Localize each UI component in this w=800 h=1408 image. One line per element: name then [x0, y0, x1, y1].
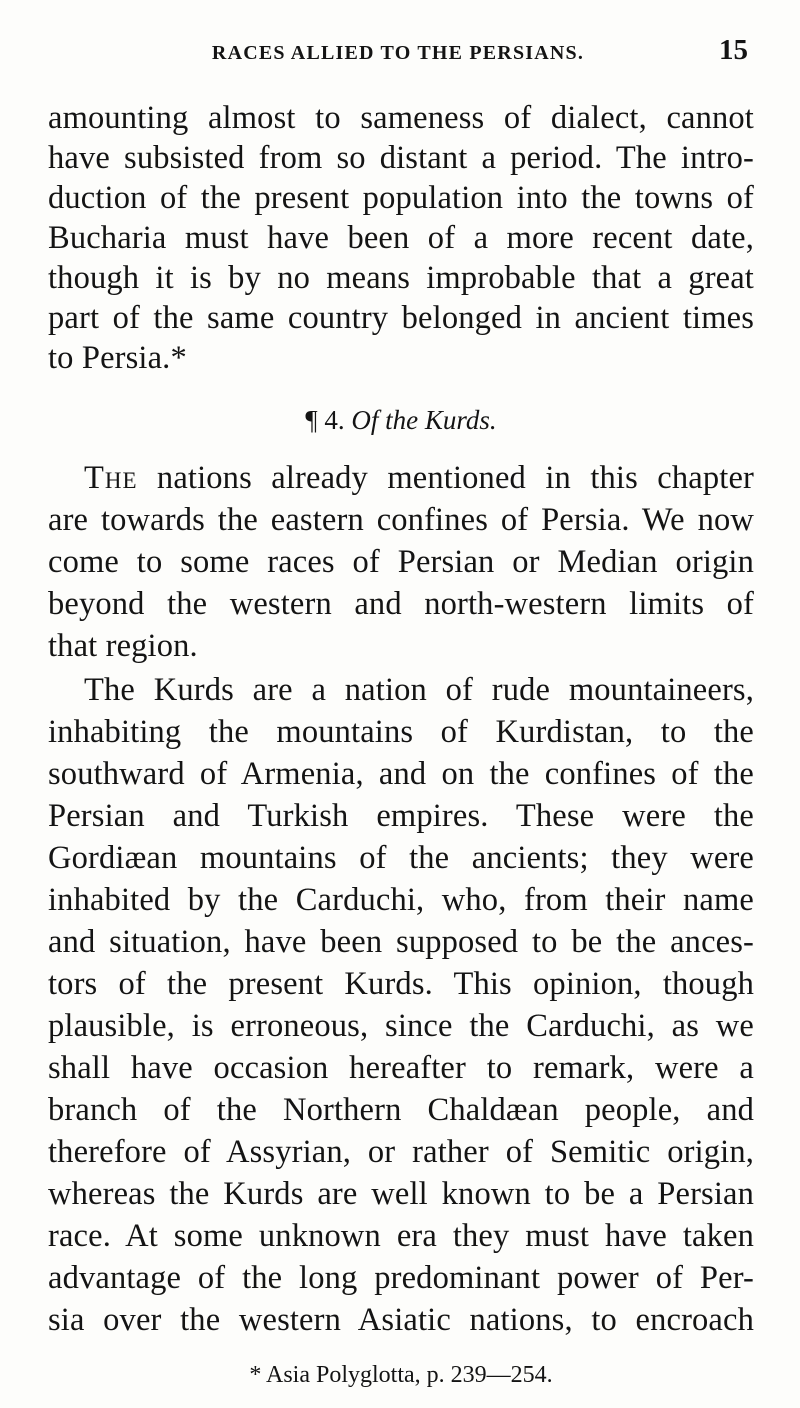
- section-heading: [48, 402, 754, 438]
- lead-word: The: [84, 460, 138, 496]
- section-number: ¶ 4.: [305, 405, 345, 435]
- text-line: tors of the present Kurds. This opinion, though: [48, 966, 754, 1002]
- running-head: RACES ALLIED TO THE PERSIANS.: [211, 42, 585, 64]
- text-line: plausible, is erroneous, since the Carduchi, as we: [48, 1008, 754, 1044]
- text-line: beyond the western and north-western limits of: [48, 586, 754, 622]
- section-title: Of the Kurds.: [351, 405, 497, 435]
- text-line: inhabited by the Carduchi, who, from their name: [48, 882, 754, 918]
- text-line: sia over the western Asiatic nations, to encroach: [48, 1302, 754, 1338]
- text-line: Gordiæan mountains of the ancients; they were: [48, 840, 754, 876]
- text-line: The Kurds are a nation of rude mountaineers,: [84, 672, 754, 708]
- text-line: come to some races of Persian or Median origin: [48, 544, 754, 580]
- text-line: Bucharia must have been of a more recent date,: [48, 220, 754, 256]
- text-line: duction of the present population into the towns of: [48, 180, 754, 216]
- text-line: branch of the Northern Chaldæan people, and: [48, 1092, 754, 1128]
- text-line: and situation, have been supposed to be the ances-: [48, 924, 754, 960]
- text-line: are towards the eastern confines of Persia. We now: [48, 502, 754, 538]
- text-line: shall have occasion hereafter to remark, were a: [48, 1050, 754, 1086]
- text-line: inhabiting the mountains of Kurdistan, to the: [48, 714, 754, 750]
- text-line: Persian and Turkish empires. These were the: [48, 798, 754, 834]
- text-line: whereas the Kurds are well known to be a Persian: [48, 1176, 754, 1212]
- text-line: race. At some unknown era they must have taken: [48, 1218, 754, 1254]
- page-number: 15: [719, 34, 748, 66]
- text-line: though it is by no means improbable that a great: [48, 260, 754, 296]
- text-line: [84, 458, 754, 498]
- text-line: therefore of Assyrian, or rather of Semitic origin,: [48, 1134, 754, 1170]
- text-line: that region.: [48, 628, 198, 664]
- text-line: to Persia.*: [48, 340, 187, 376]
- page-header: [48, 30, 748, 80]
- text-line: part of the same country belonged in ancient times: [48, 300, 754, 336]
- text-line: advantage of the long predominant power of Per-: [48, 1260, 754, 1296]
- text-line: have subsisted from so distant a period. The intro-: [48, 140, 754, 176]
- first-line-text: nations already mentioned in this chapter: [137, 460, 754, 496]
- text-line: southward of Armenia, and on the confines of the: [48, 756, 754, 792]
- text-line: amounting almost to sameness of dialect, cannot: [48, 100, 754, 136]
- footnote: * Asia Polyglotta, p. 239—254.: [249, 1362, 553, 1388]
